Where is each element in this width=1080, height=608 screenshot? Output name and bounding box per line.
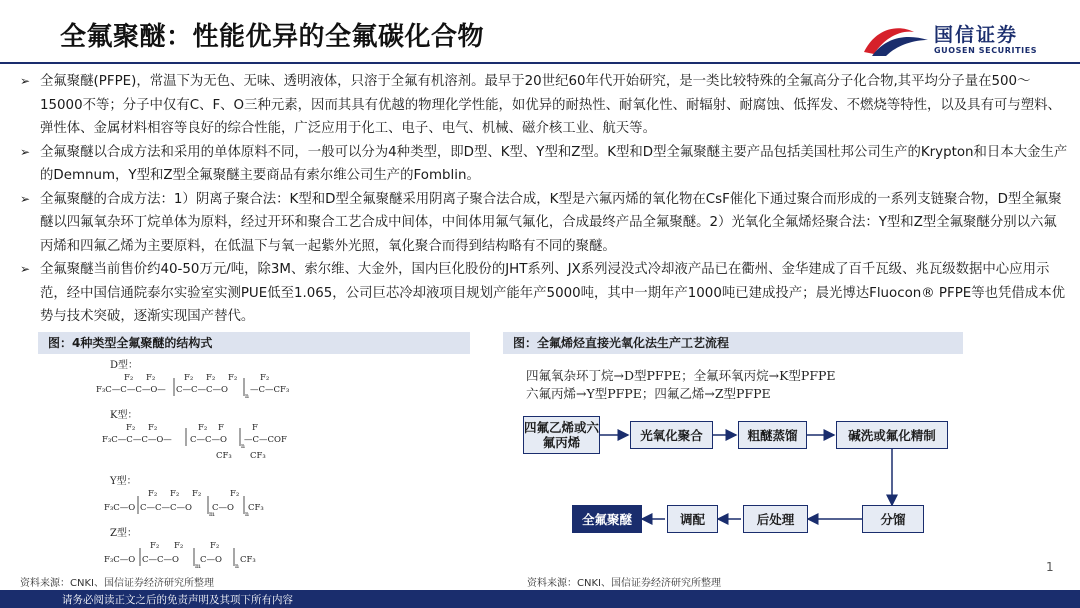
bullet-text: 全氟聚醚(PFPE)，常温下为无色、无味、透明液体，只溶于全氟有机溶剂。最早于20世纪60年代开始研究，是一类比较特殊的全氟高分子化合物,其平均分子量在500～15000不等；分子中仅有C、F、O三种元素，因而其具有优越的物理化学性能，如优异的耐热性、耐氧化性、耐辐射、耐腐蚀、低挥发、不燃烧等特性，以及具有可与塑料、弹性体、金属材料相容等良好的综合性能，广泛应用于化工、电子、电气、机械、磁介核工业、航天等。 bbox=[40, 74, 1061, 136]
svg-text:CF₃: CF₃ bbox=[240, 555, 256, 565]
k-type-structure bbox=[102, 423, 287, 461]
company-logo bbox=[862, 18, 1062, 62]
bullet-item bbox=[18, 141, 1070, 188]
bullet-list bbox=[18, 70, 1070, 329]
svg-text:F₃C—C—C—O—: F₃C—C—C—O— bbox=[96, 385, 166, 395]
arrow-bullet-icon: ➢ bbox=[20, 262, 31, 276]
bullet-item bbox=[18, 70, 1070, 141]
title-divider bbox=[0, 62, 1080, 64]
svg-text:F₂: F₂ bbox=[148, 489, 158, 499]
svg-text:F₂: F₂ bbox=[192, 489, 202, 499]
svg-text:F₂: F₂ bbox=[198, 423, 208, 433]
svg-text:F₂: F₂ bbox=[230, 489, 240, 499]
page-title: 全氟聚醚：性能优异的全氟碳化合物 bbox=[60, 22, 485, 52]
guosen-logo-icon bbox=[862, 22, 930, 58]
page-number: 1 bbox=[1046, 560, 1054, 574]
bullet-text: 全氟聚醚的合成方法：1）阴离子聚合法：K型和D型全氟聚醚采用阴离子聚合法合成，K型是六氟丙烯的氧化物在CsF催化下通过聚合而形成的一系列支链聚合物，D型全氟聚醚以四氟氧杂环丁烷单体为原料，经过开环和聚合工艺合成中间体，中间体用氟气氟化，合成最终产品全氟聚醚。2）光氧化全氟烯烃聚合法：Y型和Z型全氟聚醚分别以六氟丙烯和四氟乙烯为主要原料，在低温下与氧一起紫外光照，氧化聚合而得到结构略有不同的聚醚。 bbox=[40, 191, 1062, 254]
svg-text:n: n bbox=[245, 511, 249, 518]
svg-text:n: n bbox=[235, 563, 239, 570]
svg-text:C—O: C—O bbox=[200, 555, 222, 565]
svg-text:F₂: F₂ bbox=[146, 373, 156, 383]
figure-left-title: 图：4种类型全氟聚醚的结构式 bbox=[38, 332, 470, 354]
z-type-structure bbox=[104, 541, 256, 570]
svg-text:n: n bbox=[241, 443, 245, 450]
label-z-type: Z型： bbox=[110, 528, 137, 539]
svg-text:C—C—C—O: C—C—C—O bbox=[140, 503, 192, 513]
svg-text:F₂: F₂ bbox=[260, 373, 270, 383]
bullet-item bbox=[18, 188, 1070, 259]
logo-text-cn: 国信证券 bbox=[934, 24, 1019, 46]
flow-step-fractionation: 分馏 bbox=[862, 505, 924, 533]
svg-text:F₂: F₂ bbox=[174, 541, 184, 551]
flow-step-blending: 调配 bbox=[667, 505, 718, 533]
bullet-text: 全氟聚醚当前售价约40-50万元/吨，除3M、索尔维、大金外，国内巨化股份的JHT系列、JX系列浸没式冷却液产品已在衢州、金华建成了百千瓦级、兆瓦级数据中心应用示范，经中国信通院泰尔实验室实测PUE低至1.065，公司巨芯冷却液项目规划产能年产5000吨，其中一期年产1000吨已建成投产；晨光博达Fluocon® PFPE等也凭借成本优势与技术突破，逐渐实现国产替代。 bbox=[40, 262, 1065, 324]
svg-text:m: m bbox=[209, 511, 215, 518]
arrow-bullet-icon: ➢ bbox=[20, 144, 31, 159]
structure-formulas-figure bbox=[80, 356, 410, 571]
svg-text:C—C—O: C—C—O bbox=[142, 555, 179, 565]
flow-note-line-2: 六氟丙烯→Y型PFPE；四氟乙烯→Z型PFPE bbox=[526, 386, 771, 401]
svg-text:—C—CF₃: —C—CF₃ bbox=[250, 385, 290, 395]
svg-text:F₂: F₂ bbox=[126, 423, 136, 433]
svg-text:F₃C—O: F₃C—O bbox=[104, 503, 136, 513]
svg-text:F₂: F₂ bbox=[210, 541, 220, 551]
svg-text:F₂: F₂ bbox=[206, 373, 216, 383]
svg-text:F₂: F₂ bbox=[150, 541, 160, 551]
label-d-type: D型： bbox=[110, 360, 139, 371]
flow-step-wash-refine: 碱洗或氟化精制 bbox=[836, 421, 948, 449]
svg-text:F₂: F₂ bbox=[170, 489, 180, 499]
svg-text:F₂: F₂ bbox=[228, 373, 238, 383]
figure-right-title: 图：全氟烯烃直接光氧化法生产工艺流程 bbox=[503, 332, 963, 354]
svg-text:CF₃: CF₃ bbox=[216, 451, 232, 461]
flow-step-photo-oxidation: 光氧化聚合 bbox=[630, 421, 713, 449]
svg-text:F₂: F₂ bbox=[148, 423, 158, 433]
d-type-structure bbox=[96, 373, 289, 400]
svg-text:F₂: F₂ bbox=[184, 373, 194, 383]
y-type-structure bbox=[104, 489, 264, 518]
svg-text:m: m bbox=[195, 563, 201, 570]
figure-left-source: 资料来源：CNKI、国信证券经济研究所整理 bbox=[20, 578, 214, 589]
bullet-item bbox=[18, 258, 1070, 329]
bullet-text: 全氟聚醚以合成方法和采用的单体原料不同，一般可以分为4种类型，即D型、K型、Y型和Z型。K型和D型全氟聚醚主要产品包括美国杜邦公司生产的Krypton和日本大金生产的Demnum，Y型和Z型全氟聚醚主要商品有索尔维公司生产的Fomblin。 bbox=[40, 144, 1068, 183]
figure-right-source: 资料来源：CNKI、国信证券经济研究所整理 bbox=[527, 578, 721, 589]
logo-text-en: GUOSEN SECURITIES bbox=[934, 46, 1038, 55]
svg-text:CF₃: CF₃ bbox=[248, 503, 264, 513]
flow-step-raw-material: 四氟乙烯或六氟丙烯 bbox=[523, 416, 600, 454]
flow-step-crude-distillation: 粗醚蒸馏 bbox=[738, 421, 807, 449]
label-y-type: Y型： bbox=[110, 476, 137, 487]
svg-text:n: n bbox=[245, 393, 249, 400]
svg-text:C—C—C—O: C—C—C—O bbox=[176, 385, 228, 395]
svg-text:C—O: C—O bbox=[212, 503, 234, 513]
flow-step-final-product: 全氟聚醚 bbox=[572, 505, 642, 533]
svg-text:F: F bbox=[218, 423, 224, 433]
footer-disclaimer: 请务必阅读正文之后的免责声明及其项下所有内容 bbox=[62, 594, 293, 606]
svg-text:F₃C—O: F₃C—O bbox=[104, 555, 136, 565]
svg-text:F: F bbox=[252, 423, 258, 433]
flow-note-line-1: 四氟氧杂环丁烷→D型PFPE；全氟环氧丙烷→K型PFPE bbox=[526, 368, 836, 383]
label-k-type: K型： bbox=[110, 410, 138, 421]
arrow-bullet-icon: ➢ bbox=[20, 191, 31, 206]
svg-text:F₃C—C—C—O—: F₃C—C—C—O— bbox=[102, 435, 172, 445]
svg-text:CF₃: CF₃ bbox=[250, 451, 266, 461]
svg-text:—C—COF: —C—COF bbox=[244, 435, 287, 445]
flow-step-post-treatment: 后处理 bbox=[743, 505, 808, 533]
svg-text:C—C—O: C—C—O bbox=[190, 435, 227, 445]
svg-text:F₂: F₂ bbox=[124, 373, 134, 383]
arrow-bullet-icon: ➢ bbox=[20, 74, 31, 88]
